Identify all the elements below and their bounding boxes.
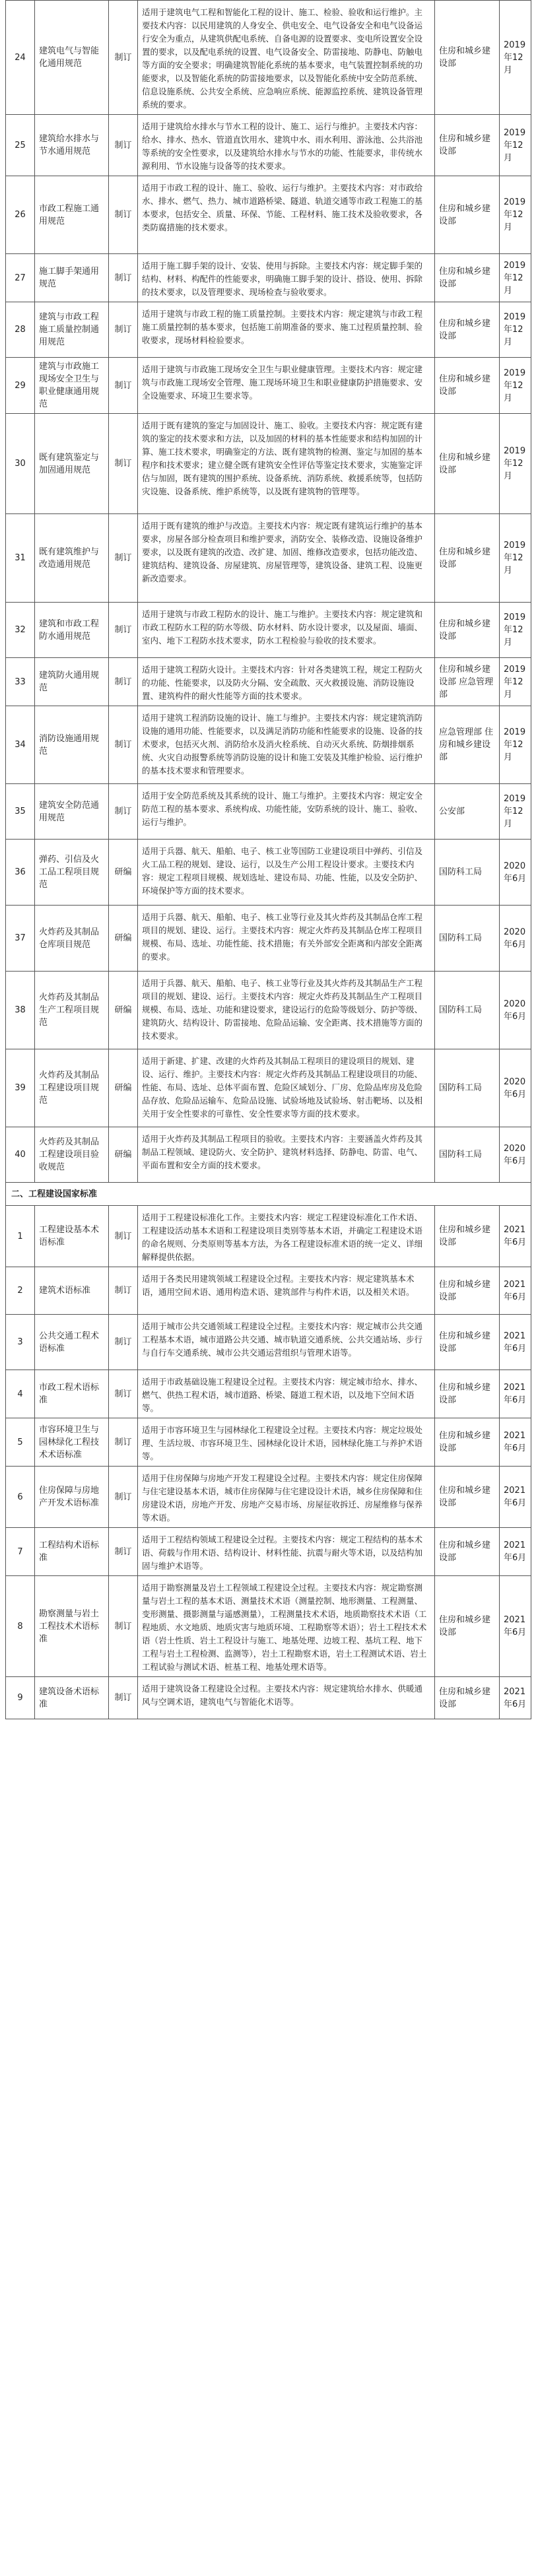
- work-type: 制订: [109, 1467, 138, 1528]
- section-title: 二、工程建设国家标准: [6, 1183, 531, 1206]
- work-type: 研编: [109, 1049, 138, 1127]
- work-type: 制订: [109, 1418, 138, 1467]
- completion-date: 2021年6月: [500, 1467, 531, 1528]
- scope-description: 适用于工程结构领域工程建设全过程。主要技术内容：规定工程结构的基本术语、荷载与作用术语、结构设计、材料性能、抗震与耐火等术语，以及结构加固与维护术语等。: [138, 1528, 435, 1576]
- lead-department: 住房和城乡建设部: [435, 1677, 500, 1719]
- work-type: 制订: [109, 1370, 138, 1418]
- table-row: [6, 1677, 531, 1719]
- row-number: 35: [6, 784, 35, 840]
- lead-department: 住房和城乡建设部: [435, 254, 500, 302]
- table-row: [6, 603, 531, 658]
- scope-description: 适用于兵器、航天、船舶、电子、核工业等国防工业建设项目中弹药、引信及火工品工程的规划、建设、运行，以及生产公用工程设计要求。主要技术内容：规定工程项目规模、规划选址、建设布局、功能、性能，以及安全防护、环境保护等方面的技术要求。: [138, 840, 435, 906]
- table-row: [6, 1127, 531, 1183]
- completion-date: 2019年12月: [500, 784, 531, 840]
- lead-department: 住房和城乡建设部: [435, 176, 500, 254]
- row-number: 9: [6, 1677, 35, 1719]
- standard-name: 建筑设备术语标准: [35, 1677, 109, 1719]
- completion-date: 2019年12月: [500, 115, 531, 176]
- completion-date: 2019年12月: [500, 658, 531, 706]
- work-type: 制订: [109, 1267, 138, 1315]
- standard-name: 火炸药及其制品工程建设项目验收规范: [35, 1127, 109, 1183]
- standard-name: 勘察测量与岩土工程技术术语标准: [35, 1576, 109, 1677]
- scope-description: 适用于勘察测量及岩土工程领域工程建设全过程。主要技术内容：规定勘察测量与岩土工程的基本术语、测量技术术语（测量控制、地形测量、工程测量、变形测量、摄影测量与遥感测量），工程测量技术术语，地质勘察技术术语（工程地质、水文地质、地质灾害与地质环境、工程勘察等术语）；岩土工程技术术语（岩土性质、岩土工程设计与施工、地基处理、边坡工程、基坑工程、地下工程与岩土工程检测、监测等），岩土工程勘察术语，岩土工程测试术语、岩土工程试验与测试术语、桩基工程、地基处理术语等。: [138, 1576, 435, 1677]
- work-type: 制订: [109, 254, 138, 302]
- table-row: [6, 1, 531, 115]
- scope-description: 适用于工程建设标准化工作。主要技术内容：规定工程建设标准化工作术语、工程建设活动基本术语和工程建设项目类别等基本术语，并确定工程建设术语的命名规则、分类原则等基本方法，为各工程建设标准术语的统一定义、详细解释提供依据。: [138, 1206, 435, 1267]
- row-number: 29: [6, 358, 35, 414]
- table-body-project-codes: [6, 1, 531, 1183]
- row-number: 34: [6, 706, 35, 784]
- scope-description: 适用于既有建筑的鉴定与加固设计、施工、验收。主要技术内容：规定既有建筑的鉴定的技术要求和方法，以及加固的材料的基本性能要求和结构加固的计算、施工技术要求，明确鉴定的方法、既有建筑物的检测、鉴定与加固的基本程序和技术要求；建立健全既有建筑安全性评估等鉴定技术要求，实施鉴定评估与加固，既有建筑的围护系统、设备系统、消防系统、救援系统等，包括防灾设施、设备系统、维护系统等，以及既有建筑物的管理等。: [138, 414, 435, 514]
- completion-date: 2020年6月: [500, 1049, 531, 1127]
- completion-date: 2019年12月: [500, 603, 531, 658]
- lead-department: 住房和城乡建设部: [435, 1, 500, 115]
- standard-name: 建筑和市政工程防水通用规范: [35, 603, 109, 658]
- table-row: [6, 358, 531, 414]
- completion-date: 2021年6月: [500, 1267, 531, 1315]
- standard-name: 建筑电气与智能化通用规范: [35, 1, 109, 115]
- work-type: 制订: [109, 115, 138, 176]
- row-number: 40: [6, 1127, 35, 1183]
- completion-date: 2021年6月: [500, 1677, 531, 1719]
- work-type: 制订: [109, 302, 138, 358]
- lead-department: 住房和城乡建设部: [435, 1315, 500, 1370]
- row-number: 6: [6, 1467, 35, 1528]
- row-number: 7: [6, 1528, 35, 1576]
- completion-date: 2019年12月: [500, 414, 531, 514]
- lead-department: 应急管理部 住房和城乡建设部: [435, 706, 500, 784]
- standard-name: 火炸药及其制品工程建设项目规范: [35, 1049, 109, 1127]
- work-type: 制订: [109, 414, 138, 514]
- row-number: 28: [6, 302, 35, 358]
- work-type: 制订: [109, 706, 138, 784]
- lead-department: 国防科工局: [435, 1127, 500, 1183]
- completion-date: 2019年12月: [500, 358, 531, 414]
- row-number: 4: [6, 1370, 35, 1418]
- section-header-row: [6, 1183, 531, 1206]
- completion-date: 2021年6月: [500, 1315, 531, 1370]
- scope-description: 适用于市容环境卫生与园林绿化工程建设全过程。主要技术内容：规定垃圾处理、生活垃圾、市容环境卫生、园林绿化设计术语，园林绿化施工与养护术语等。: [138, 1418, 435, 1467]
- standard-name: 建筑与市政施工现场安全卫生与职业健康通用规范: [35, 358, 109, 414]
- table-row: [6, 1206, 531, 1267]
- row-number: 3: [6, 1315, 35, 1370]
- lead-department: 住房和城乡建设部: [435, 1370, 500, 1418]
- table-row: [6, 1467, 531, 1528]
- row-number: 31: [6, 514, 35, 603]
- row-number: 32: [6, 603, 35, 658]
- lead-department: 住房和城乡建设部: [435, 1467, 500, 1528]
- completion-date: 2021年6月: [500, 1370, 531, 1418]
- scope-description: 适用于市政基础设施工程建设全过程。主要技术内容：规定城市给水、排水、燃气、供热工程术语，城市道路、桥梁、隧道工程术语，以及地下空间术语等。: [138, 1370, 435, 1418]
- standard-name: 弹药、引信及火工品工程项目规范: [35, 840, 109, 906]
- scope-description: 适用于火炸药及其制品工程项目的验收。主要技术内容：主要涵盖火炸药及其制品工程领域、建设防火、安全防护、建筑材料选择、防静电、防雷、电气、平面布置和安全方面的技术要求。: [138, 1127, 435, 1183]
- work-type: 制订: [109, 1576, 138, 1677]
- row-number: 27: [6, 254, 35, 302]
- row-number: 33: [6, 658, 35, 706]
- scope-description: 适用于既有建筑的维护与改造。主要技术内容：规定既有建筑运行维护的基本要求，房屋各部分检查项目和维护要求，消防安全、装修改造、设施设备维护要求，以及既有建筑的改造、改扩建、加固、维修改造要求，包括功能改造、建筑结构、建筑设备、房屋建筑、房屋管理等，建筑设备、建筑工程、设施更新改造要求。: [138, 514, 435, 603]
- scope-description: 适用于住房保障与房地产开发工程建设全过程。主要技术内容：规定住房保障与住宅建设基本术语，城市住房保障与住宅建设设计术语，城乡住房保障和住房建设术语，房地产开发、房地产交易市场、房屋征收拆迁、房屋维修与保养等术语。: [138, 1467, 435, 1528]
- row-number: 2: [6, 1267, 35, 1315]
- scope-description: 适用于新建、扩建、改建的火炸药及其制品工程项目的建设项目的规划、建设、运行、维护。主要技术内容：规定火炸药及其制品工程建设项目的功能、性能、布局、选址、总体平面布置、危险区域划分、厂房、危险品库房及危险品存放、危险品运输车、危险品设施、试验场地及试验场、射击靶场、以及相关用于安全性要求的可靠性、安全性要求等方面的技术要求。: [138, 1049, 435, 1127]
- lead-department: 国防科工局: [435, 840, 500, 906]
- standard-name: 公共交通工程术语标准: [35, 1315, 109, 1370]
- lead-department: 国防科工局: [435, 972, 500, 1049]
- standard-name: 建筑给水排水与节水通用规范: [35, 115, 109, 176]
- row-number: 25: [6, 115, 35, 176]
- work-type: 制订: [109, 1677, 138, 1719]
- scope-description: 适用于建筑给水排水与节水工程的设计、施工、运行与维护。主要技术内容：给水、排水、热水、管道直饮用水、建筑中水、雨水利用、游泳池、公共浴池等系统的安全性要求，以及建筑给水排水与节水的功能、性能要求，非传统水源利用、节水设施与设备等的技术要求。: [138, 115, 435, 176]
- table-row: [6, 658, 531, 706]
- lead-department: 住房和城乡建设部: [435, 1267, 500, 1315]
- standards-document: [5, 0, 531, 1719]
- scope-description: 适用于兵器、航天、船舶、电子、核工业等行业及其火炸药及其制品仓库工程项目的规划、建设、运行。主要技术内容：规定火炸药及其制品仓库工程项目规模、布局、选址、功能性能、技术措施；有关外部安全距离和内部安全距离的要求。: [138, 906, 435, 972]
- scope-description: 适用于城市公共交通领域工程建设全过程。主要技术内容：规定城市公共交通工程基本术语，城市道路公共交通、城市轨道交通系统、公共交通站场、步行与自行车交通系统、城市公共交通运营组织与管理术语等。: [138, 1315, 435, 1370]
- table-row: [6, 115, 531, 176]
- table-row: [6, 1528, 531, 1576]
- lead-department: 住房和城乡建设部: [435, 414, 500, 514]
- table-row: [6, 1267, 531, 1315]
- scope-description: 适用于建筑与市政施工现场安全卫生与职业健康管理。主要技术内容：规定建筑与市政施工现场安全管理、施工现场环境卫生和职业健康防护措施要求、安全设施要求、环境卫生要求等。: [138, 358, 435, 414]
- row-number: 30: [6, 414, 35, 514]
- row-number: 8: [6, 1576, 35, 1677]
- work-type: 制订: [109, 176, 138, 254]
- completion-date: 2021年6月: [500, 1528, 531, 1576]
- lead-department: 住房和城乡建设部: [435, 358, 500, 414]
- table-row: [6, 840, 531, 906]
- scope-description: 适用于市政工程的设计、施工、验收、运行与维护。主要技术内容：对市政给水、排水、燃气、热力、城市道路桥梁、隧道、轨道交通等市政工程施工的基本要求，包括安全、质量、环保、节能、工程材料、施工技术及验收要求，各类防腐措施的技术要求。: [138, 176, 435, 254]
- standard-name: 工程建设基本术语标准: [35, 1206, 109, 1267]
- row-number: 5: [6, 1418, 35, 1467]
- scope-description: 适用于安全防范系统及其系统的设计、施工与维护。主要技术内容：规定安全防范工程的基本要求、系统构成、功能性能，安防系统的设计、施工、验收、运行与维护。: [138, 784, 435, 840]
- row-number: 26: [6, 176, 35, 254]
- row-number: 36: [6, 840, 35, 906]
- standard-name: 消防设施通用规范: [35, 706, 109, 784]
- table-row: [6, 514, 531, 603]
- standard-name: 工程结构术语标准: [35, 1528, 109, 1576]
- scope-description: 适用于建筑设备工程建设全过程。主要技术内容：规定建筑给水排水、供暖通风与空调术语，建筑电气与智能化术语等。: [138, 1677, 435, 1719]
- completion-date: 2019年12月: [500, 176, 531, 254]
- lead-department: 住房和城乡建设部: [435, 1528, 500, 1576]
- completion-date: 2021年6月: [500, 1576, 531, 1677]
- completion-date: 2020年6月: [500, 840, 531, 906]
- standards-table: [5, 0, 531, 1719]
- completion-date: 2021年6月: [500, 1418, 531, 1467]
- standard-name: 市政工程施工通用规范: [35, 176, 109, 254]
- lead-department: 国防科工局: [435, 1049, 500, 1127]
- work-type: 制订: [109, 1315, 138, 1370]
- lead-department: 住房和城乡建设部: [435, 1418, 500, 1467]
- table-row: [6, 1370, 531, 1418]
- work-type: 制订: [109, 603, 138, 658]
- scope-description: 适用于各类民用建筑领域工程建设全过程。主要技术内容：规定建筑基本术语，通用空间术语、通用构造术语、建筑部件与构件术语，以及相关术语。: [138, 1267, 435, 1315]
- completion-date: 2019年12月: [500, 254, 531, 302]
- table-row: [6, 784, 531, 840]
- work-type: 研编: [109, 906, 138, 972]
- completion-date: 2019年12月: [500, 1, 531, 115]
- row-number: 37: [6, 906, 35, 972]
- row-number: 24: [6, 1, 35, 115]
- work-type: 研编: [109, 840, 138, 906]
- lead-department: 住房和城乡建设部: [435, 603, 500, 658]
- work-type: 制订: [109, 514, 138, 603]
- work-type: 制订: [109, 658, 138, 706]
- table-row: [6, 254, 531, 302]
- table-row: [6, 414, 531, 514]
- standard-name: 建筑与市政工程施工质量控制通用规范: [35, 302, 109, 358]
- row-number: 39: [6, 1049, 35, 1127]
- work-type: 制订: [109, 1528, 138, 1576]
- table-body-national-standards: [6, 1206, 531, 1719]
- lead-department: 住房和城乡建设部: [435, 1576, 500, 1677]
- completion-date: 2019年12月: [500, 302, 531, 358]
- table-row: [6, 1418, 531, 1467]
- standard-name: 既有建筑维护与改造通用规范: [35, 514, 109, 603]
- scope-description: 适用于施工脚手架的设计、安装、使用与拆除。主要技术内容：规定脚手架的结构、材料、构配件的性能要求，明确施工脚手架的设计、搭设、使用、拆除的技术要求，以及管理要求、现场检查与验收要求。: [138, 254, 435, 302]
- standard-name: 火炸药及其制品生产工程项目规范: [35, 972, 109, 1049]
- work-type: 研编: [109, 1127, 138, 1183]
- scope-description: 适用于兵器、航天、船舶、电子、核工业等行业及其火炸药及其制品生产工程项目的规划、建设、运行。主要技术内容：规定火炸药及其制品生产工程项目规模、布局、选址、功能和建设要求，建设运行的危险等级划分、防护等级、建筑防火、结构设计、防雷接地、危险品运输、安全距离、技术措施等方面的技术要求。: [138, 972, 435, 1049]
- lead-department: 住房和城乡建设部 应急管理部: [435, 658, 500, 706]
- standard-name: 火炸药及其制品仓库项目规范: [35, 906, 109, 972]
- completion-date: 2019年12月: [500, 514, 531, 603]
- completion-date: 2020年6月: [500, 906, 531, 972]
- lead-department: 住房和城乡建设部: [435, 514, 500, 603]
- scope-description: 适用于建筑工程防火设计。主要技术内容：针对各类建筑工程，规定工程防火的功能、性能要求，以及防火分隔、安全疏散、灭火救援设施、消防设施设置、建筑构件的耐火性能等方面的技术要求。: [138, 658, 435, 706]
- standard-name: 市政工程术语标准: [35, 1370, 109, 1418]
- work-type: 制订: [109, 1206, 138, 1267]
- scope-description: 适用于建筑与市政工程防水的设计、施工与维护。主要技术内容：规定建筑和市政工程防水工程的防水等级、防水材料、防水设计要求，以及屋面、墙面、室内、地下工程防水技术要求，防水工程检验与验收的技术要求。: [138, 603, 435, 658]
- scope-description: 适用于建筑电气工程和智能化工程的设计、施工、检验、验收和运行维护。主要技术内容：以民用建筑的人身安全、供电安全、电气设备安全和电气设备运行安全为重点，从建筑供配电系统、自备电源的设置要求、变电所设置安全设置的要求，以及配电系统的设置、电气设备安全、防雷接地、防静电、防触电等方面的安全要求；明确建筑智能化系统的基本要求，电气装置控制系统的功能要求，以及智能化系统的防雷接地要求，以及智能化系统中安全防范系统、信息设施系统、公共安全系统、应急响应系统、能源监控系统、建筑设备管理系统的要求。: [138, 1, 435, 115]
- standard-name: 建筑防火通用规范: [35, 658, 109, 706]
- scope-description: 适用于建筑工程消防设施的设计、施工与维护。主要技术内容：规定建筑消防设施的通用功能、性能要求，以及满足消防功能和性能要求的设施、设备的技术要求，包括灭火剂、消防给水及消火栓系统、自动灭火系统、防烟排烟系统、火灾自动报警系统等消防设施的设计和施工安装及其维护检验、运行维护的基本技术要求和管理要求。: [138, 706, 435, 784]
- completion-date: 2020年6月: [500, 972, 531, 1049]
- table-row: [6, 706, 531, 784]
- table-row: [6, 972, 531, 1049]
- standard-name: 建筑安全防范通用规范: [35, 784, 109, 840]
- standard-name: 既有建筑鉴定与加固通用规范: [35, 414, 109, 514]
- table-row: [6, 176, 531, 254]
- lead-department: 住房和城乡建设部: [435, 302, 500, 358]
- standard-name: 住房保障与房地产开发术语标准: [35, 1467, 109, 1528]
- table-row: [6, 1049, 531, 1127]
- standard-name: 建筑术语标准: [35, 1267, 109, 1315]
- work-type: 制订: [109, 784, 138, 840]
- table-row: [6, 906, 531, 972]
- scope-description: 适用于建筑与市政工程的施工质量控制。主要技术内容：规定建筑与市政工程施工质量控制的基本要求，包括施工前期准备的要求、施工过程质量控制、验收要求，现场材料检验要求。: [138, 302, 435, 358]
- work-type: 制订: [109, 1, 138, 115]
- lead-department: 住房和城乡建设部: [435, 1206, 500, 1267]
- lead-department: 公安部: [435, 784, 500, 840]
- table-row: [6, 302, 531, 358]
- work-type: 制订: [109, 358, 138, 414]
- row-number: 38: [6, 972, 35, 1049]
- work-type: 研编: [109, 972, 138, 1049]
- lead-department: 住房和城乡建设部: [435, 115, 500, 176]
- completion-date: 2019年12月: [500, 706, 531, 784]
- table-row: [6, 1315, 531, 1370]
- completion-date: 2021年6月: [500, 1206, 531, 1267]
- section-header-group: [6, 1183, 531, 1206]
- table-row: [6, 1576, 531, 1677]
- standard-name: 市容环境卫生与园林绿化工程技术术语标准: [35, 1418, 109, 1467]
- standard-name: 施工脚手架通用规范: [35, 254, 109, 302]
- lead-department: 国防科工局: [435, 906, 500, 972]
- completion-date: 2020年6月: [500, 1127, 531, 1183]
- row-number: 1: [6, 1206, 35, 1267]
